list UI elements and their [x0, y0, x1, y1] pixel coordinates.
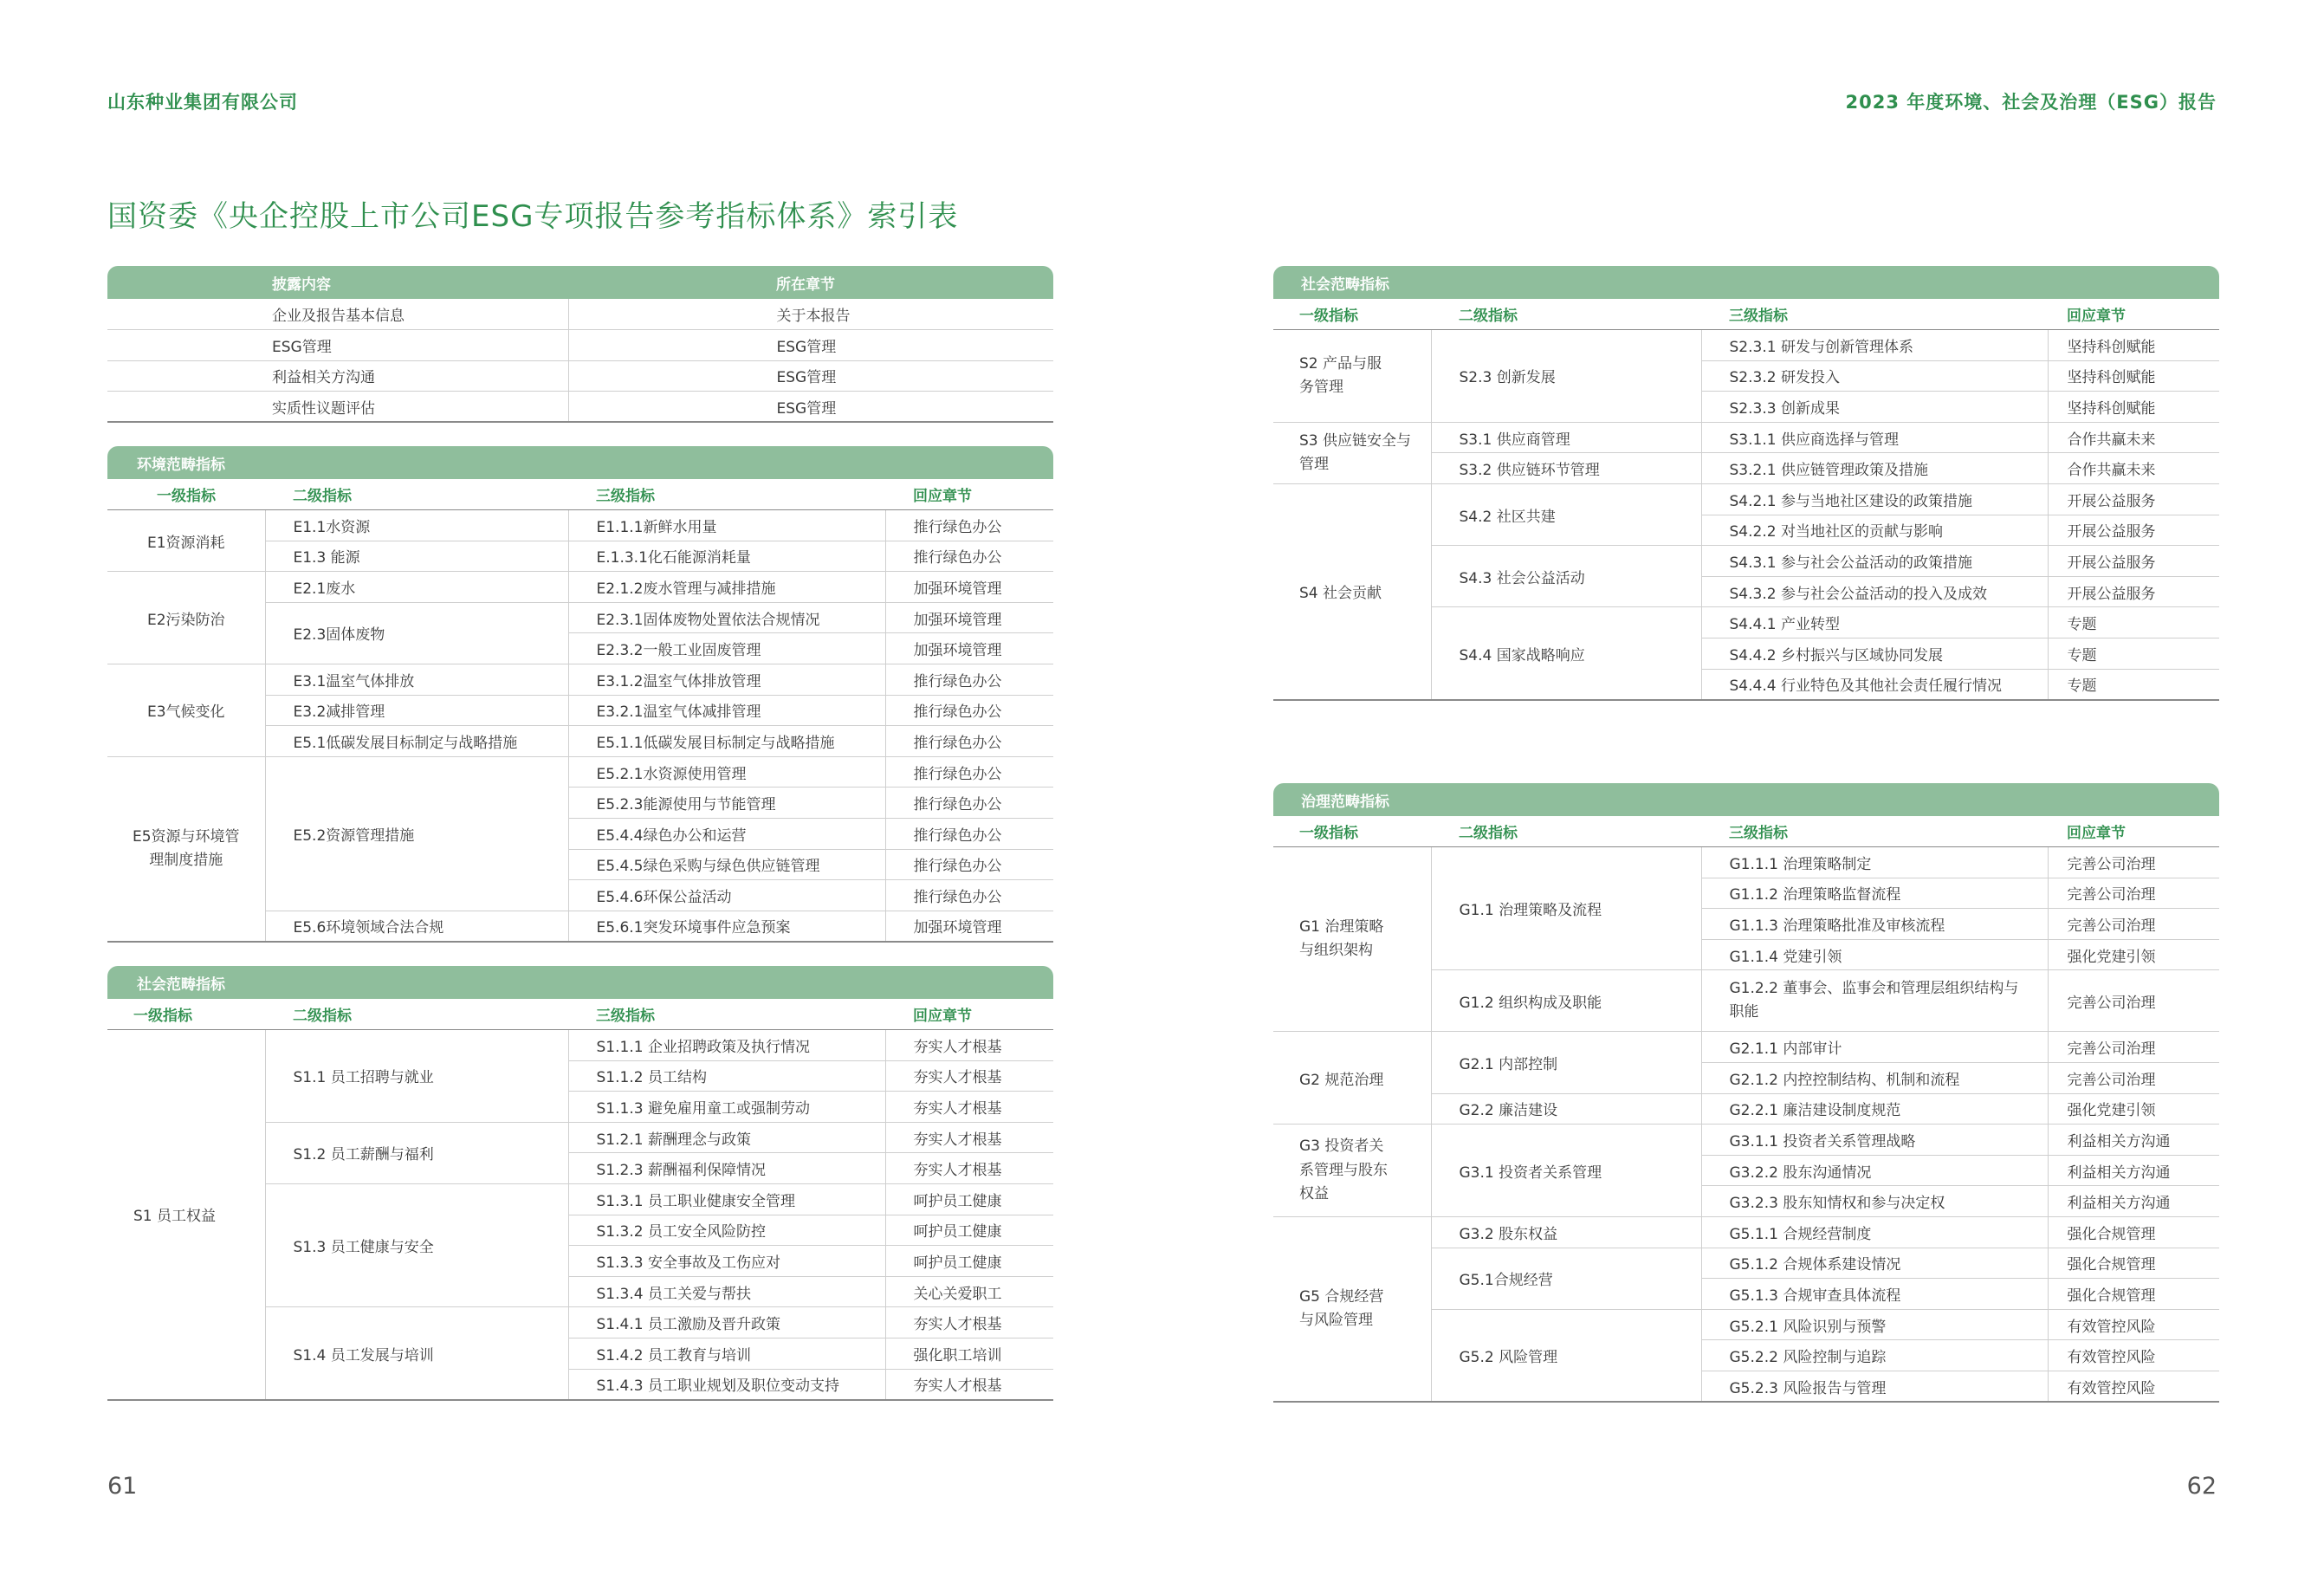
table-cell: ESG管理	[568, 330, 1053, 361]
level2-cell: S1.2 员工薪酬与福利	[265, 1122, 568, 1183]
chapter-cell: 呵护员工健康	[885, 1246, 1053, 1277]
governance-index-table	[1273, 783, 2219, 1403]
level2-cell: G5.2 风险管理	[1431, 1309, 1701, 1402]
chapter-cell: 合作共赢未来	[2048, 453, 2219, 484]
table-row	[107, 299, 1053, 330]
chapter-cell: 完善公司治理	[2048, 970, 2219, 1032]
table-row	[1273, 422, 2219, 453]
level2-cell: E5.2资源管理措施	[265, 756, 568, 911]
level2-cell: E5.6环境领域合法合规	[265, 911, 568, 942]
level2-cell: E1.1水资源	[265, 510, 568, 541]
level3-cell: G3.1.1 投资者关系管理战略	[1701, 1125, 2048, 1156]
page-number-left: 61	[107, 1473, 138, 1500]
column-header: 回应章节	[2048, 299, 2219, 330]
level3-cell: S1.3.3 安全事故及工伤应对	[568, 1246, 885, 1277]
page-title: 国资委《央企控股上市公司ESG专项报告参考指标体系》索引表	[107, 199, 959, 234]
level2-cell: E3.1温室气体排放	[265, 664, 568, 696]
level3-cell: E3.1.2温室气体排放管理	[568, 664, 885, 696]
chapter-cell: 开展公益服务	[2048, 576, 2219, 607]
table-row	[1273, 1032, 2219, 1063]
chapter-cell: 完善公司治理	[2048, 1063, 2219, 1094]
level3-cell: S3.1.1 供应商选择与管理	[1701, 422, 2048, 453]
level2-cell: S4.3 社会公益活动	[1431, 546, 1701, 607]
level3-cell: E.1.3.1化石能源消耗量	[568, 541, 885, 572]
level3-cell: S1.1.1 企业招聘政策及执行情况	[568, 1030, 885, 1061]
chapter-cell: 专题	[2048, 607, 2219, 638]
level3-cell: S1.1.2 员工结构	[568, 1060, 885, 1092]
section-title: 社会范畴指标	[1273, 266, 2219, 299]
column-header: 二级指标	[1431, 816, 1701, 847]
chapter-cell: 推行绿色办公	[885, 541, 1053, 572]
column-header: 三级指标	[568, 479, 885, 510]
chapter-cell: 呵护员工健康	[885, 1215, 1053, 1246]
level2-cell: E2.1废水	[265, 572, 568, 603]
level3-cell: G2.1.2 内控控制结构、机制和流程	[1701, 1063, 2048, 1094]
level3-cell: E5.4.4绿色办公和运营	[568, 819, 885, 850]
level3-cell: E5.6.1突发环境事件应急预案	[568, 911, 885, 942]
column-header: 一级指标	[1273, 816, 1431, 847]
level3-cell: G3.2.3 股东知情权和参与决定权	[1701, 1186, 2048, 1217]
level3-cell: S4.4.2 乡村振兴与区域协同发展	[1701, 638, 2048, 670]
level2-cell: G3.1 投资者关系管理	[1431, 1125, 1701, 1217]
level2-cell: S1.3 员工健康与安全	[265, 1184, 568, 1307]
level3-cell: S4.3.2 参与社会公益活动的投入及成效	[1701, 576, 2048, 607]
chapter-cell: 开展公益服务	[2048, 515, 2219, 546]
chapter-cell: 加强环境管理	[885, 572, 1053, 603]
section-header	[1273, 783, 2219, 816]
level3-cell: S1.2.3 薪酬福利保障情况	[568, 1153, 885, 1184]
level3-cell: S1.3.1 员工职业健康安全管理	[568, 1184, 885, 1215]
level3-cell: S3.2.1 供应链管理政策及措施	[1701, 453, 2048, 484]
chapter-cell: 推行绿色办公	[885, 849, 1053, 880]
level2-cell: S1.4 员工发展与培训	[265, 1307, 568, 1400]
company-name: 山东种业集团有限公司	[107, 92, 298, 113]
basic-disclosure-table	[107, 266, 1053, 423]
table-row	[107, 510, 1053, 541]
table-cell: ESG管理	[568, 360, 1053, 392]
column-header: 三级指标	[1701, 816, 2048, 847]
level3-cell: G1.2.2 董事会、监事会和管理层组织结构与职能	[1701, 970, 2048, 1032]
column-header: 所在章节	[568, 266, 1053, 299]
chapter-cell: 夯实人才根基	[885, 1092, 1053, 1123]
level2-cell: G5.1合规经营	[1431, 1248, 1701, 1309]
chapter-cell: 夯实人才根基	[885, 1030, 1053, 1061]
level2-cell: E2.3固体废物	[265, 602, 568, 664]
level1-cell: S3 供应链安全与管理	[1273, 422, 1431, 483]
level1-cell: S1 员工权益	[107, 1030, 265, 1400]
level2-cell: E5.1低碳发展目标制定与战略措施	[265, 726, 568, 757]
chapter-cell: 夯实人才根基	[885, 1369, 1053, 1400]
section-header	[107, 966, 1053, 999]
chapter-cell: 有效管控风险	[2048, 1309, 2219, 1340]
level3-cell: E1.1.1新鲜水用量	[568, 510, 885, 541]
column-header: 三级指标	[1701, 299, 2048, 330]
chapter-cell: 夯实人才根基	[885, 1153, 1053, 1184]
column-header: 一级指标	[1273, 299, 1431, 330]
level3-cell: E3.2.1温室气体减排管理	[568, 695, 885, 726]
level3-cell: G3.2.2 股东沟通情况	[1701, 1155, 2048, 1186]
table-row	[107, 392, 1053, 423]
level2-cell: G2.1 内部控制	[1431, 1032, 1701, 1093]
chapter-cell: 利益相关方沟通	[2048, 1186, 2219, 1217]
level3-cell: S4.4.1 产业转型	[1701, 607, 2048, 638]
chapter-cell: 利益相关方沟通	[2048, 1155, 2219, 1186]
chapter-cell: 强化党建引领	[2048, 939, 2219, 970]
chapter-cell: 加强环境管理	[885, 633, 1053, 664]
level2-cell: G1.1 治理策略及流程	[1431, 847, 1701, 970]
level3-cell: E2.1.2废水管理与减排措施	[568, 572, 885, 603]
chapter-cell: 完善公司治理	[2048, 847, 2219, 878]
chapter-cell: 推行绿色办公	[885, 788, 1053, 819]
table-header-row	[107, 479, 1053, 510]
level3-cell: S1.4.1 员工激励及晋升政策	[568, 1307, 885, 1338]
level2-cell: S4.2 社区共建	[1431, 484, 1701, 546]
level3-cell: S1.3.2 员工安全风险防控	[568, 1215, 885, 1246]
section-title: 治理范畴指标	[1273, 783, 2219, 816]
table-row	[107, 360, 1053, 392]
chapter-cell: 完善公司治理	[2048, 878, 2219, 909]
column-header: 二级指标	[265, 479, 568, 510]
level3-cell: E5.2.1水资源使用管理	[568, 756, 885, 788]
level3-cell: S2.3.3 创新成果	[1701, 392, 2048, 423]
chapter-cell: 有效管控风险	[2048, 1371, 2219, 1403]
chapter-cell: 坚持科创赋能	[2048, 392, 2219, 423]
level1-cell: E5资源与环境管理制度措施	[107, 756, 265, 942]
level3-cell: G1.1.1 治理策略制定	[1701, 847, 2048, 878]
level1-cell: S2 产品与服务管理	[1273, 330, 1431, 423]
level3-cell: S2.3.2 研发投入	[1701, 360, 2048, 392]
chapter-cell: 利益相关方沟通	[2048, 1125, 2219, 1156]
level3-cell: E5.4.5绿色采购与绿色供应链管理	[568, 849, 885, 880]
level2-cell: S1.1 员工招聘与就业	[265, 1030, 568, 1123]
column-header: 回应章节	[885, 999, 1053, 1030]
chapter-cell: 推行绿色办公	[885, 819, 1053, 850]
level1-cell: E1资源消耗	[107, 510, 265, 572]
table-row	[107, 664, 1053, 696]
level1-cell: G1 治理策略与组织架构	[1273, 847, 1431, 1032]
table-row	[107, 756, 1053, 788]
chapter-cell: 完善公司治理	[2048, 1032, 2219, 1063]
level2-cell: E1.3 能源	[265, 541, 568, 572]
level2-cell: G1.2 组织构成及职能	[1431, 970, 1701, 1032]
level3-cell: S2.3.1 研发与创新管理体系	[1701, 330, 2048, 361]
level2-cell: G2.2 廉洁建设	[1431, 1093, 1701, 1125]
table-row	[107, 572, 1053, 603]
chapter-cell: 推行绿色办公	[885, 664, 1053, 696]
chapter-cell: 推行绿色办公	[885, 756, 1053, 788]
level3-cell: G5.2.3 风险报告与管理	[1701, 1371, 2048, 1403]
level2-cell: S2.3 创新发展	[1431, 330, 1701, 423]
column-header: 回应章节	[885, 479, 1053, 510]
section-header	[1273, 266, 2219, 299]
column-header: 回应章节	[2048, 816, 2219, 847]
table-header-row	[1273, 816, 2219, 847]
level2-cell: S3.1 供应商管理	[1431, 422, 1701, 453]
chapter-cell: 夯实人才根基	[885, 1122, 1053, 1153]
chapter-cell: 专题	[2048, 638, 2219, 670]
chapter-cell: 完善公司治理	[2048, 909, 2219, 940]
level1-cell: G2 规范治理	[1273, 1032, 1431, 1125]
table-row	[1273, 1217, 2219, 1248]
level2-cell: G3.2 股东权益	[1431, 1217, 1701, 1248]
level3-cell: S4.3.1 参与社会公益活动的政策措施	[1701, 546, 2048, 577]
level3-cell: E2.3.2一般工业固废管理	[568, 633, 885, 664]
level3-cell: E5.4.6环保公益活动	[568, 880, 885, 911]
table-cell: ESG管理	[568, 392, 1053, 423]
table-cell: 企业及报告基本信息	[107, 299, 568, 330]
level3-cell: G5.1.1 合规经营制度	[1701, 1217, 2048, 1248]
table-row	[1273, 1125, 2219, 1156]
table-row	[1273, 847, 2219, 878]
level1-cell: E2污染防治	[107, 572, 265, 664]
section-title: 社会范畴指标	[107, 966, 1053, 999]
table-row	[107, 330, 1053, 361]
table-cell: 关于本报告	[568, 299, 1053, 330]
level3-cell: G5.1.3 合规审查具体流程	[1701, 1279, 2048, 1310]
level3-cell: S1.4.3 员工职业规划及职位变动支持	[568, 1369, 885, 1400]
level1-cell: E3气候变化	[107, 664, 265, 757]
level3-cell: G1.1.3 治理策略批准及审核流程	[1701, 909, 2048, 940]
chapter-cell: 专题	[2048, 669, 2219, 700]
table-cell: 利益相关方沟通	[107, 360, 568, 392]
column-header: 披露内容	[107, 266, 568, 299]
chapter-cell: 强化合规管理	[2048, 1217, 2219, 1248]
chapter-cell: 有效管控风险	[2048, 1340, 2219, 1371]
level3-cell: G5.2.1 风险识别与预警	[1701, 1309, 2048, 1340]
level3-cell: E5.2.3能源使用与节能管理	[568, 788, 885, 819]
level3-cell: G5.1.2 合规体系建设情况	[1701, 1248, 2048, 1279]
level2-cell: S4.4 国家战略响应	[1431, 607, 1701, 700]
table-header-row	[107, 266, 1053, 299]
section-title: 环境范畴指标	[107, 446, 1053, 479]
level1-cell: S4 社会贡献	[1273, 484, 1431, 700]
page-number-right: 62	[2186, 1473, 2217, 1500]
level3-cell: S4.2.2 对当地社区的贡献与影响	[1701, 515, 2048, 546]
report-title: 2023 年度环境、社会及治理（ESG）报告	[1845, 92, 2217, 113]
chapter-cell: 坚持科创赋能	[2048, 330, 2219, 361]
table-header-row	[1273, 299, 2219, 330]
level3-cell: S1.2.1 薪酬理念与政策	[568, 1122, 885, 1153]
column-header: 一级指标	[107, 479, 265, 510]
level3-cell: S1.3.4 员工关爱与帮扶	[568, 1276, 885, 1307]
level1-cell: G3 投资者关系管理与股东权益	[1273, 1125, 1431, 1217]
chapter-cell: 强化职工培训	[885, 1338, 1053, 1370]
level3-cell: G1.1.2 治理策略监督流程	[1701, 878, 2048, 909]
chapter-cell: 加强环境管理	[885, 911, 1053, 942]
level3-cell: G1.1.4 党建引领	[1701, 939, 2048, 970]
chapter-cell: 开展公益服务	[2048, 546, 2219, 577]
chapter-cell: 夯实人才根基	[885, 1307, 1053, 1338]
social-contribution-table	[1273, 266, 2219, 701]
level3-cell: S4.2.1 参与当地社区建设的政策措施	[1701, 484, 2048, 515]
level2-cell: E3.2减排管理	[265, 695, 568, 726]
table-cell: ESG管理	[107, 330, 568, 361]
chapter-cell: 关心关爱职工	[885, 1276, 1053, 1307]
environment-index-table	[107, 446, 1053, 943]
column-header: 二级指标	[265, 999, 568, 1030]
table-row	[1273, 330, 2219, 361]
table-cell: 实质性议题评估	[107, 392, 568, 423]
level3-cell: E5.1.1低碳发展目标制定与战略措施	[568, 726, 885, 757]
chapter-cell: 呵护员工健康	[885, 1184, 1053, 1215]
level3-cell: S1.1.3 避免雇用童工或强制劳动	[568, 1092, 885, 1123]
level3-cell: G2.2.1 廉洁建设制度规范	[1701, 1093, 2048, 1125]
column-header: 一级指标	[107, 999, 265, 1030]
social-employee-table	[107, 966, 1053, 1401]
chapter-cell: 强化党建引领	[2048, 1093, 2219, 1125]
chapter-cell: 开展公益服务	[2048, 484, 2219, 515]
level3-cell: G2.1.1 内部审计	[1701, 1032, 2048, 1063]
table-row	[107, 1030, 1053, 1061]
column-header: 三级指标	[568, 999, 885, 1030]
chapter-cell: 强化合规管理	[2048, 1248, 2219, 1279]
level3-cell: G5.2.2 风险控制与追踪	[1701, 1340, 2048, 1371]
section-header	[107, 446, 1053, 479]
level3-cell: S1.4.2 员工教育与培训	[568, 1338, 885, 1370]
chapter-cell: 坚持科创赋能	[2048, 360, 2219, 392]
level3-cell: S4.4.4 行业特色及其他社会责任履行情况	[1701, 669, 2048, 700]
table-header-row	[107, 999, 1053, 1030]
column-header: 二级指标	[1431, 299, 1701, 330]
chapter-cell: 推行绿色办公	[885, 695, 1053, 726]
chapter-cell: 夯实人才根基	[885, 1060, 1053, 1092]
chapter-cell: 强化合规管理	[2048, 1279, 2219, 1310]
chapter-cell: 加强环境管理	[885, 602, 1053, 633]
chapter-cell: 推行绿色办公	[885, 880, 1053, 911]
table-row	[1273, 484, 2219, 515]
level1-cell: G5 合规经营与风险管理	[1273, 1217, 1431, 1403]
chapter-cell: 推行绿色办公	[885, 726, 1053, 757]
chapter-cell: 推行绿色办公	[885, 510, 1053, 541]
level2-cell: S3.2 供应链环节管理	[1431, 453, 1701, 484]
level3-cell: E2.3.1固体废物处置依法合规情况	[568, 602, 885, 633]
chapter-cell: 合作共赢未来	[2048, 422, 2219, 453]
